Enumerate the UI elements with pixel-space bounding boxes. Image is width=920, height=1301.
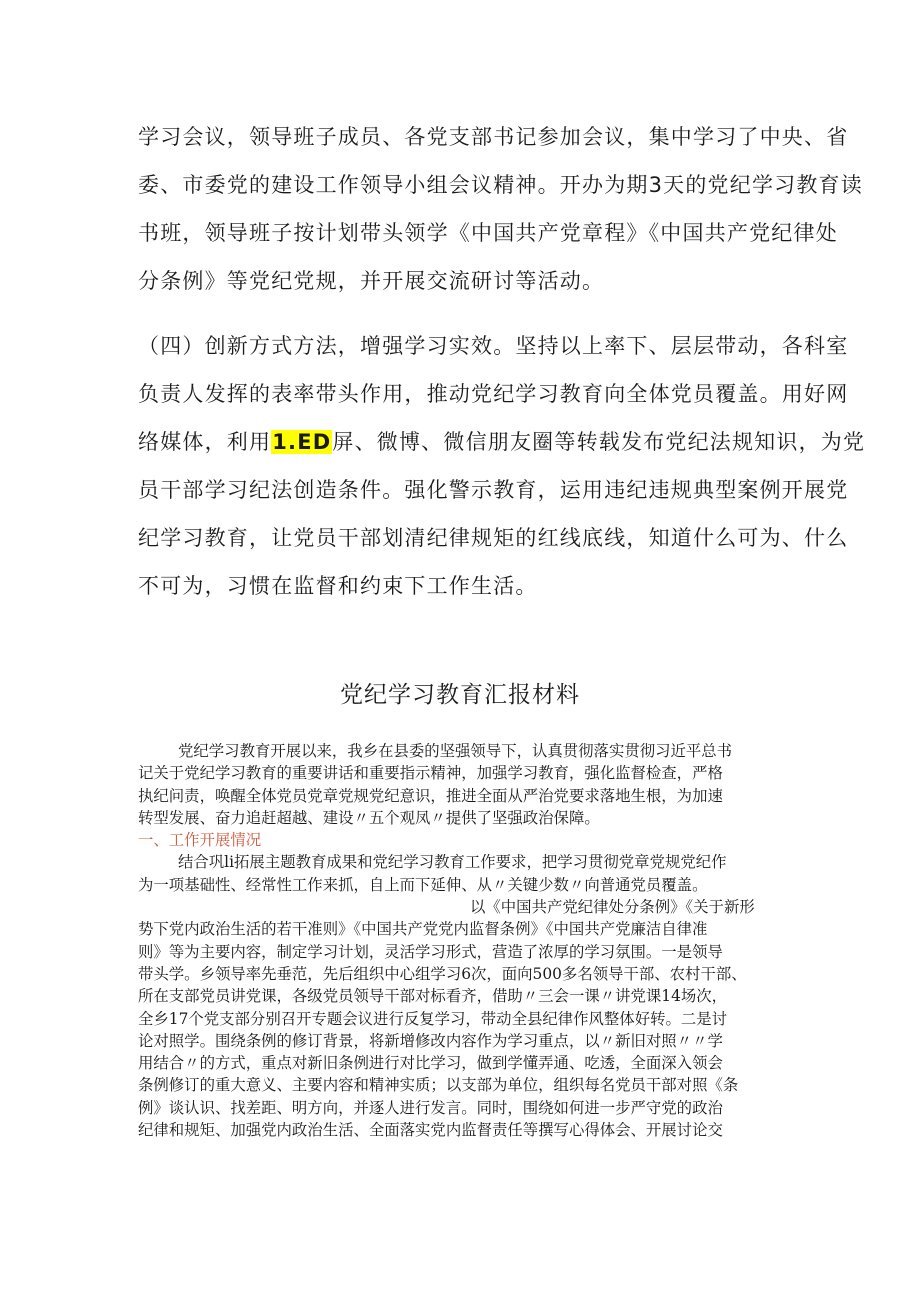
body-line: 则》等为主要内容，制定学习计划，灵活学习形式，营造了浓厚的学习氛围。一是领导: [138, 942, 723, 961]
text-line: 学习会议，领导班子成员、各党支部书记参加会议，集中学习了中央、省: [138, 125, 849, 149]
body-line: 条例修订的重大意义、主要内容和精神实质；以支部为单位，组织每名党员干部对照《条: [138, 1076, 739, 1095]
highlighted-text: 1.ED: [272, 430, 332, 454]
body-line: 用结合〃的方式，重点对新旧条例进行对比学习，做到学懂弄通、吃透，全面深入领会: [138, 1054, 723, 1073]
text-line: （四）创新方式方法，增强学习实效。坚持以上率下、层层带动，各科室: [138, 334, 849, 358]
text-segment: 屏、微博、微信朋友圈等转载发布党纪法规知识，为党: [332, 430, 866, 454]
body-line: 例》谈认识、找差距、明方向，并逐人进行发言。同时，围绕如何进一步严守党的政治: [138, 1098, 723, 1117]
intro-line: 党纪学习教育开展以来，我乡在县委的坚强领导下，认真贯彻落实贯彻习近平总书: [178, 742, 733, 760]
text-line: 纪学习教育，让党员干部划清纪律规矩的红线底线，知道什么可为、什么: [138, 526, 849, 550]
body-line: 结合巩li拓展主题教育成果和党纪学习教育工作要求，把学习贯彻党章党规党纪作: [178, 853, 727, 872]
text-line: 负责人发挥的表率带头作用，推动党纪学习教育向全体党员覆盖。用好网: [138, 382, 849, 406]
text-line: 员干部学习纪法创造条件。强化警示教育，运用违纪违规典型案例开展党: [138, 478, 849, 502]
body-line: 所在支部党员讲党课，各级党员领导干部对标看齐，借助〃三会一课〃讲党课14场次，: [138, 987, 728, 1006]
body-line: 势下党内政治生活的若干准则》《中国共产党党内监督条例》《中国共产党廉洁自律准: [138, 920, 708, 939]
text-line-with-highlight: [138, 418, 866, 466]
text-line: 委、市委党的建设工作领导小组会议精神。开办为期3天的党纪学习教育读: [138, 173, 863, 197]
intro-line: 记关于党纪学习教育的重要讲话和重要指示精神，加强学习教育，强化监督检查，严格: [138, 764, 723, 783]
body-line: 以《中国共产党纪律处分条例》《关于新形: [470, 898, 755, 917]
text-line: 书班，领导班子按计划带头领学《中国共产党章程》《中国共产党纪律处: [138, 221, 838, 245]
body-line: 为一项基础性、经常性工作来抓，自上而下延伸、从〃关键少数〃向普通党员覆盖。: [138, 875, 708, 894]
intro-line: 转型发展、奋力追赶超越、建设〃五个观凤〃提供了坚强政治保障。: [138, 808, 600, 827]
upper-section: [138, 113, 866, 610]
text-line: 不可为，习惯在监督和约束下工作生活。: [138, 574, 538, 598]
body-line: 全乡17个党支部分别召开专题会议进行反复学习，带动全县纪律作风整体好转。二是讨: [138, 1009, 728, 1028]
lower-section: [138, 740, 788, 1141]
intro-line: 执纪问责，唤醒全体党员党章党规党纪意识，推进全面从严治党要求落地生根，为加速: [138, 786, 723, 805]
body-line: 纪律和规矩、加强党内政治生活、全面落实党内监督责任等撰写心得体会、开展讨论交: [138, 1121, 723, 1140]
body-line: 论对照学。围绕条例的修订背景，将新增修改内容作为学习重点，以〃新旧对照〃〃学: [138, 1031, 723, 1050]
text-line: 分条例》等党纪党规，并开展交流研讨等活动。: [138, 269, 605, 293]
document-title: 党纪学习教育汇报材料: [340, 682, 580, 708]
text-segment: 络媒体，利用: [138, 430, 272, 454]
section-heading: 一、工作开展情况: [138, 831, 262, 850]
paragraph-gap: [138, 305, 798, 322]
body-line: 带头学。乡领导率先垂范，先后组织中心组学习6次，面向500多名领导干部、农村干部、: [138, 964, 747, 983]
